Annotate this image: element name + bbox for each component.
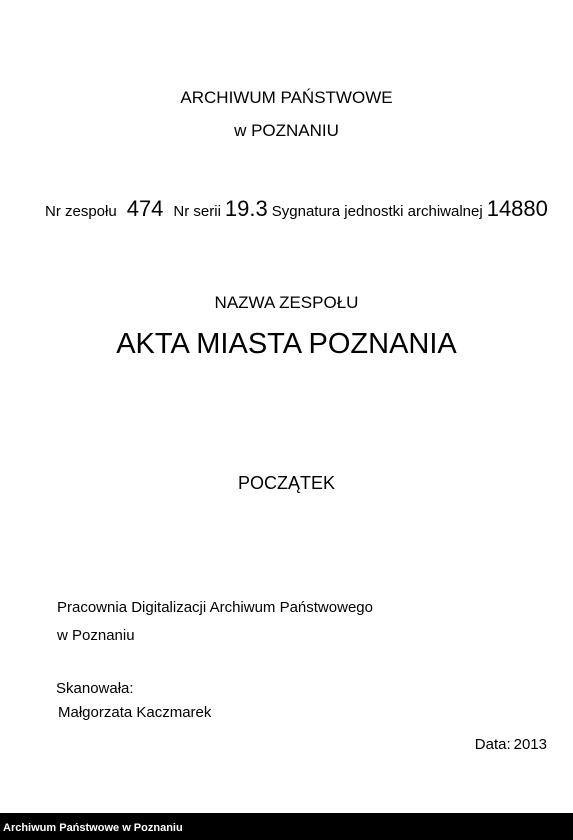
signature-number: 14880 — [486, 196, 548, 221]
digitization-lab-line2: w Poznaniu — [57, 627, 135, 644]
scanned-by-name: Małgorzata Kaczmarek — [58, 704, 212, 721]
series-number-label: Nr serii — [173, 203, 221, 220]
date-value: 2013 — [513, 736, 547, 753]
reference-line — [45, 196, 548, 222]
digitization-lab-line1: Pracownia Digitalizacji Archiwum Państwowego — [57, 599, 373, 616]
fonds-number: 474 — [126, 196, 164, 221]
fonds-number-label: Nr zespołu — [45, 203, 117, 220]
date-line — [475, 736, 547, 753]
section-label: POCZĄTEK — [237, 473, 335, 493]
series-number: 19.3 — [224, 196, 268, 221]
signature-label: Sygnatura jednostki archiwalnej — [271, 203, 483, 220]
date-label: Data: — [474, 736, 511, 753]
archive-city: w POZNANIU — [234, 121, 339, 140]
archive-name: ARCHIWUM PAŃSTWOWE — [180, 88, 393, 107]
fonds-title: AKTA MIASTA POZNANIA — [116, 328, 457, 360]
fonds-name-label: NAZWA ZESPOŁU — [214, 293, 359, 312]
scanned-by-label: Skanowała: — [56, 680, 134, 697]
footer-bar — [0, 813, 573, 840]
footer-text: Archiwum Państwowe w Poznaniu — [3, 822, 183, 834]
